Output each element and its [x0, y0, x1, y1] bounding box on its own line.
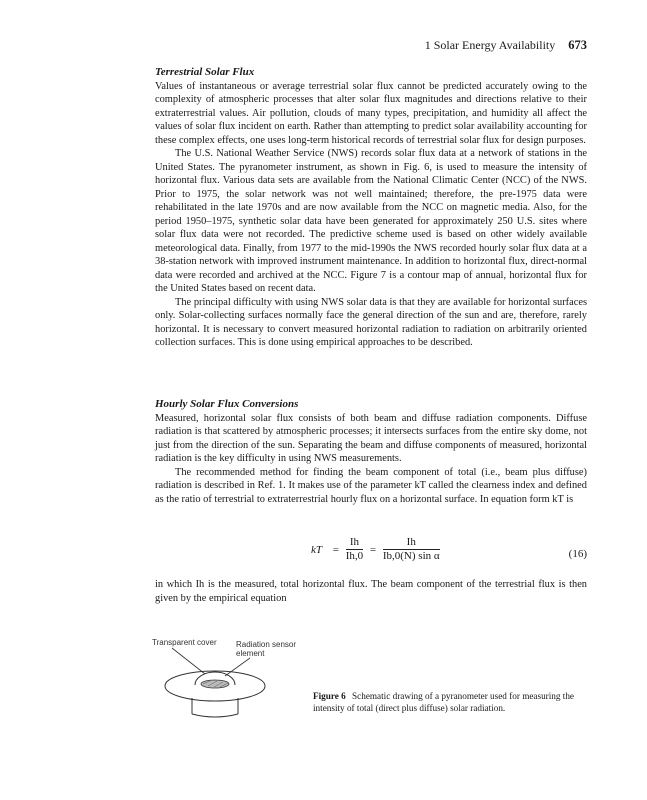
eq-fraction-1 — [346, 536, 363, 563]
label-radiation-sensor: Radiation sensor element — [236, 640, 297, 658]
paragraph: The recommended method for finding the beam component of total (i.e., beam plus diffuse) radiation is described in Ref. 1. It makes use of the parameter kT called the clearness index and defined as the ratio of terrestrial to extraterrestrial hourly flux on a horizontal surface. In equation form kT is — [155, 466, 587, 505]
label-transparent-cover: Transparent cover — [152, 638, 217, 647]
section-title: Hourly Solar Flux Conversions — [155, 398, 299, 410]
paragraph: Values of instantaneous or average terrestrial solar flux cannot be predicted accurately owing to the complexity of atmospheric processes that alter solar flux magnitudes and directions relative to their extraterrestrial values. Air pollution, clouds of many types, precipitation, and humidity all affect the values of solar flux incident on earth. Rather than attempting to predict solar availability accounting for these complex effects, one uses long-term historical records of terrestrial solar flux for design purposes. — [155, 80, 587, 146]
paragraph: The principal difficulty with using NWS solar data is that they are available for horizontal surfaces only. Solar-collecting surfaces normally face the general direction of the sun and are, therefore, rarely horizontal. It is necessary to convert measured horizontal radiation to radiation on arbitrarily oriented collection surfaces. This is done using empirical approaches to be described. — [155, 296, 587, 348]
eq-frac1-num: Ih — [346, 536, 363, 550]
running-header — [155, 38, 587, 53]
figure-caption — [313, 690, 587, 714]
paragraph: in which Ih is the measured, total horizontal flux. The beam component of the terrestrial flux is then given by the empirical equation — [155, 579, 587, 604]
equation-body: kT = $\frac{Ih}{Ih,0}$ = $\frac{Ih}{\text{Ib,0(N) sin α}}$ — [311, 536, 440, 562]
figure-caption-text: Schematic drawing of a pyranometer used for measuring the intensity of total (direct plus diffuse) solar radiation. — [313, 691, 575, 713]
pyranometer-drawing-icon — [150, 636, 300, 726]
eq-lhs: kT — [311, 543, 322, 556]
chapter-title: 1 Solar Energy Availability — [424, 38, 556, 52]
paragraph: The U.S. National Weather Service (NWS) records solar flux data at a network of stations in the United States. The pyranometer instrument, as shown in Fig. 6, is used to measure the intensity of horizontal flux. Various data sets are available from the National Climatic Center (NCC) of the NWS. Prior to 1975, the solar network was not well maintained; therefore, the pre-1975 data were rehabilitated in the late 1970s and are now available from the NCC on magnetic media. Also, for the period 1950–1975, synthetic solar data have been generated for approximately 250 U.S. sites where solar flux data were not recorded. The predictive scheme used is based on other widely available meteorological data. Finally, from 1977 to the mid-1990s the NWS recorded hourly solar flux data at a 38-station network with improved instrument maintenance. In addition to horizontal flux, direct-normal data were recorded and archived at the NCC. Figure 7 is a contour map of annual, horizontal flux for the United States based on recent data. — [155, 148, 587, 294]
section-hourly — [155, 398, 587, 506]
eq-frac1-den: Ih,0 — [345, 550, 364, 562]
section-title: Terrestrial Solar Flux — [155, 66, 255, 78]
equation-16 — [155, 536, 587, 572]
eq-frac2-den: Ib,0(N) sin α — [382, 550, 440, 562]
equation-number: (16) — [568, 548, 587, 560]
eq-fraction-2 — [383, 536, 440, 563]
pyranometer-figure — [150, 636, 300, 726]
after-equation-text — [155, 578, 587, 605]
eq-frac2-num: Ih — [383, 536, 440, 550]
page-number: 673 — [568, 38, 587, 52]
figure-number: Figure 6 — [313, 691, 346, 701]
section-terrestrial — [155, 66, 587, 350]
paragraph: Measured, horizontal solar flux consists of both beam and diffuse radiation components. Diffuse radiation is that scattered by atmospheric processes; it intersects surfaces from the entire sky dome, not just from the direction of the sun. Separating the beam and diffuse components of measured, horizontal radiation is the key difficulty in using NWS measurements. — [155, 412, 587, 464]
